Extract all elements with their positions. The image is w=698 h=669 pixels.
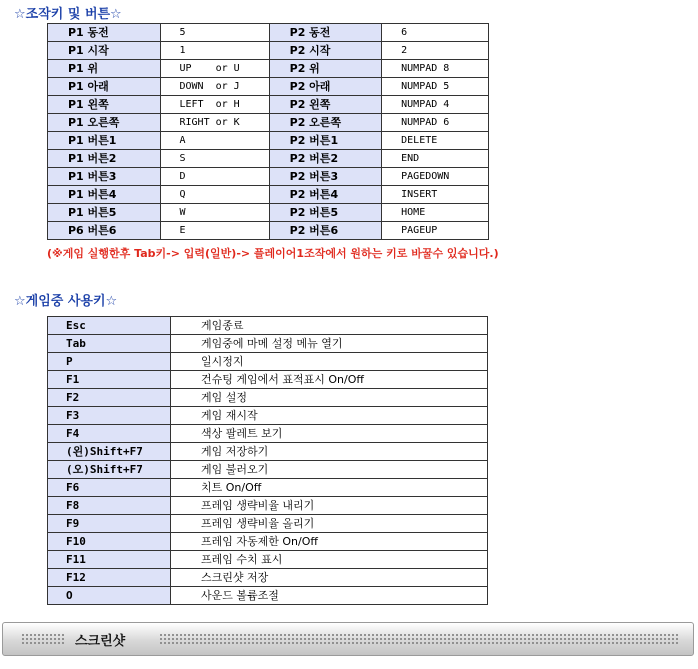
control-name-cell: P2 버튼4 — [269, 186, 382, 204]
key-row — [48, 587, 488, 605]
screenshot-section-bar[interactable] — [2, 622, 694, 656]
key-function-cell: 건슈팅 게임에서 표적표시 On/Off — [171, 371, 488, 389]
control-key-cell: RIGHT or K — [160, 114, 269, 132]
control-key-cell: NUMPAD 8 — [382, 60, 489, 78]
key-row — [48, 569, 488, 587]
screenshot-bar-label: 스크린샷 — [75, 634, 126, 649]
control-key-cell: NUMPAD 5 — [382, 78, 489, 96]
control-name-cell: P2 아래 — [269, 78, 382, 96]
key-function-cell: 게임종료 — [171, 317, 488, 335]
key-cell: F6 — [48, 479, 171, 497]
control-key-cell: DOWN or J — [160, 78, 269, 96]
control-key-cell: 1 — [160, 42, 269, 60]
key-function-cell: 게임 불러오기 — [171, 461, 488, 479]
key-function-cell: 게임중에 마메 설정 메뉴 열기 — [171, 335, 488, 353]
control-name-cell: P1 동전 — [48, 24, 161, 42]
key-cell: (왼)Shift+F7 — [48, 443, 171, 461]
control-key-cell: INSERT — [382, 186, 489, 204]
control-name-cell: P1 버튼1 — [48, 132, 161, 150]
control-name-cell: P2 오른쪽 — [269, 114, 382, 132]
control-name-cell: P2 시작 — [269, 42, 382, 60]
key-cell: P — [48, 353, 171, 371]
key-row — [48, 389, 488, 407]
control-key-cell: 6 — [382, 24, 489, 42]
control-key-cell: Q — [160, 186, 269, 204]
control-name-cell: P2 동전 — [269, 24, 382, 42]
key-cell: O — [48, 587, 171, 605]
control-name-cell: P1 오른쪽 — [48, 114, 161, 132]
key-row — [48, 425, 488, 443]
key-cell: F9 — [48, 515, 171, 533]
controls-row — [48, 78, 489, 96]
key-function-cell: 프레임 자동제한 On/Off — [171, 533, 488, 551]
control-name-cell: P1 위 — [48, 60, 161, 78]
controls-section-title: ☆조작키 및 버튼☆ — [14, 7, 122, 22]
key-row — [48, 353, 488, 371]
key-cell: Esc — [48, 317, 171, 335]
control-key-cell: A — [160, 132, 269, 150]
controls-row — [48, 60, 489, 78]
key-function-cell: 프레임 생략비율 내리기 — [171, 497, 488, 515]
dot-pattern-left — [21, 633, 65, 645]
control-name-cell: P2 버튼6 — [269, 222, 382, 240]
key-row — [48, 479, 488, 497]
controls-row — [48, 222, 489, 240]
controls-row — [48, 168, 489, 186]
key-cell: (오)Shift+F7 — [48, 461, 171, 479]
key-cell: F8 — [48, 497, 171, 515]
control-key-cell: W — [160, 204, 269, 222]
key-function-cell: 게임 재시작 — [171, 407, 488, 425]
key-function-cell: 스크린샷 저장 — [171, 569, 488, 587]
key-row — [48, 533, 488, 551]
key-function-cell: 프레임 생략비율 올리기 — [171, 515, 488, 533]
control-name-cell: P1 버튼2 — [48, 150, 161, 168]
controls-row — [48, 96, 489, 114]
control-name-cell: P1 왼쪽 — [48, 96, 161, 114]
control-name-cell: P1 버튼5 — [48, 204, 161, 222]
key-row — [48, 515, 488, 533]
control-key-cell: S — [160, 150, 269, 168]
control-key-cell: LEFT or H — [160, 96, 269, 114]
key-change-note: (※게임 실행한후 Tab키-> 입력(일반)-> 플레이어1조작에서 원하는 키로 바꿀수 있습니다.) — [47, 247, 499, 260]
key-row — [48, 497, 488, 515]
key-row — [48, 371, 488, 389]
key-function-cell: 사운드 볼륨조절 — [171, 587, 488, 605]
controls-row — [48, 204, 489, 222]
controls-row — [48, 114, 489, 132]
ingame-keys-table — [47, 316, 488, 605]
key-cell: F3 — [48, 407, 171, 425]
control-name-cell: P2 버튼5 — [269, 204, 382, 222]
control-name-cell: P2 버튼1 — [269, 132, 382, 150]
control-name-cell: P2 위 — [269, 60, 382, 78]
controls-table — [47, 23, 489, 240]
control-key-cell: END — [382, 150, 489, 168]
control-key-cell: 2 — [382, 42, 489, 60]
key-cell: F2 — [48, 389, 171, 407]
key-function-cell: 일시정지 — [171, 353, 488, 371]
controls-row — [48, 186, 489, 204]
control-name-cell: P2 버튼2 — [269, 150, 382, 168]
key-row — [48, 317, 488, 335]
controls-row — [48, 42, 489, 60]
dot-pattern-right — [159, 633, 679, 645]
controls-row — [48, 150, 489, 168]
control-name-cell: P1 버튼4 — [48, 186, 161, 204]
key-function-cell: 프레임 수치 표시 — [171, 551, 488, 569]
control-name-cell: P6 버튼6 — [48, 222, 161, 240]
key-row — [48, 443, 488, 461]
control-key-cell: NUMPAD 4 — [382, 96, 489, 114]
key-function-cell: 색상 팔레트 보기 — [171, 425, 488, 443]
key-function-cell: 게임 저장하기 — [171, 443, 488, 461]
key-row — [48, 407, 488, 425]
controls-row — [48, 132, 489, 150]
key-cell: F1 — [48, 371, 171, 389]
control-key-cell: PAGEDOWN — [382, 168, 489, 186]
key-row — [48, 461, 488, 479]
key-cell: F11 — [48, 551, 171, 569]
control-key-cell: NUMPAD 6 — [382, 114, 489, 132]
control-key-cell: E — [160, 222, 269, 240]
key-cell: F4 — [48, 425, 171, 443]
control-key-cell: 5 — [160, 24, 269, 42]
control-key-cell: PAGEUP — [382, 222, 489, 240]
key-cell: F12 — [48, 569, 171, 587]
controls-row — [48, 24, 489, 42]
key-function-cell: 치트 On/Off — [171, 479, 488, 497]
key-row — [48, 551, 488, 569]
control-name-cell: P1 시작 — [48, 42, 161, 60]
control-name-cell: P1 버튼3 — [48, 168, 161, 186]
key-function-cell: 게임 설정 — [171, 389, 488, 407]
key-cell: F10 — [48, 533, 171, 551]
control-key-cell: DELETE — [382, 132, 489, 150]
control-name-cell: P2 버튼3 — [269, 168, 382, 186]
control-key-cell: HOME — [382, 204, 489, 222]
control-key-cell: UP or U — [160, 60, 269, 78]
control-name-cell: P2 왼쪽 — [269, 96, 382, 114]
control-key-cell: D — [160, 168, 269, 186]
key-cell: Tab — [48, 335, 171, 353]
control-name-cell: P1 아래 — [48, 78, 161, 96]
keys-section-title: ☆게임중 사용키☆ — [14, 294, 118, 309]
key-row — [48, 335, 488, 353]
